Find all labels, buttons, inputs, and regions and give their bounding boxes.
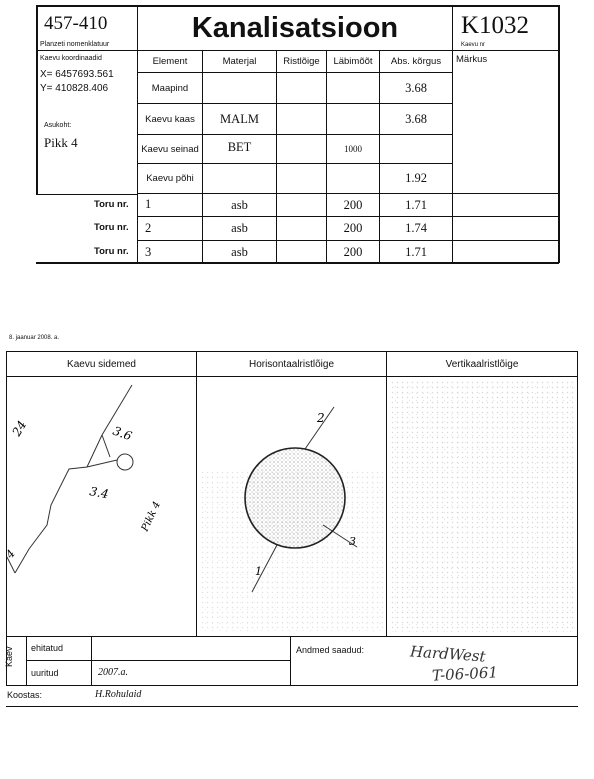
location-caption: Asukoht: <box>44 122 72 129</box>
sketch-label: 24 <box>9 418 30 439</box>
pipe-abs: 1.74 <box>405 221 427 235</box>
location-value: Pikk 4 <box>44 135 78 150</box>
data-source-ref: T-06-061 <box>431 663 499 685</box>
col-remarks: Märkus <box>456 54 488 65</box>
data-source-value: HardWest <box>409 642 487 666</box>
planzet-caption: Planzeti nomenklatuur <box>40 41 110 48</box>
author-label: Koostas: <box>7 690 43 700</box>
row-abs: 1.92 <box>405 171 427 185</box>
pipe-diameter: 200 <box>343 244 363 259</box>
col-material: Materjal <box>222 56 257 67</box>
pipe-diameter: 200 <box>343 197 363 212</box>
row-material: MALM <box>220 111 259 126</box>
built-label: ehitatud <box>31 643 64 653</box>
author-value: H.Rohulaid <box>95 689 142 700</box>
pipe-label: Toru nr. <box>94 222 129 233</box>
col-section: Ristlõige <box>283 56 320 67</box>
horizontal-section-sketch <box>197 377 386 635</box>
side-label: Kaev <box>4 646 14 667</box>
panel-title-connections: Kaevu sidemed <box>67 358 136 370</box>
sketch-label: 4 <box>3 547 18 561</box>
pipe-material: asb <box>231 221 248 235</box>
pipe-nr: 1 <box>145 197 152 211</box>
pipe-number-label: 3 <box>349 535 356 548</box>
sheet-date: 8. jaanuar 2008. a. <box>9 335 60 341</box>
pipe-abs: 1.71 <box>405 197 427 212</box>
coords-caption: Kaevu koordinaadid <box>40 55 102 62</box>
pipe-nr: 2 <box>145 221 152 235</box>
row-element: Kaevu kaas <box>145 113 195 125</box>
row-element: Maapind <box>151 82 189 94</box>
sketch-label: 3.4 <box>88 484 110 502</box>
coord-x: X= 6457693.561 <box>40 69 114 80</box>
pipe-diameter: 200 <box>343 221 363 235</box>
pipe-nr: 3 <box>145 245 152 259</box>
row-abs: 3.68 <box>405 111 427 126</box>
pipe-number-label: 2 <box>317 411 325 425</box>
page-title: Kanalisatsioon <box>191 11 399 44</box>
well-id: K1032 <box>461 12 530 39</box>
pipe-label: Toru nr. <box>94 199 129 210</box>
data-source-label: Andmed saadud: <box>296 645 365 655</box>
panel-title-vertical: Vertikaalristlõige <box>445 358 519 370</box>
row-element: Kaevu põhi <box>146 173 194 184</box>
surveyed-value: 2007.a. <box>98 667 128 678</box>
row-abs: 3.68 <box>405 80 427 95</box>
surveyed-label: uuritud <box>31 668 59 678</box>
row-diameter: 1000 <box>344 144 362 154</box>
pipe-label: Toru nr. <box>94 246 129 257</box>
sketch-label: 3.6 <box>110 423 134 444</box>
pipe-material: asb <box>231 244 248 259</box>
connections-sketch <box>3 377 196 635</box>
vertical-section-area <box>390 380 574 632</box>
well-id-caption: Kaevu nr <box>461 42 486 48</box>
row-material: BET <box>227 139 252 154</box>
row-element: Kaevu seinad <box>141 143 199 155</box>
col-abs-height: Abs. kõrgus <box>390 56 442 67</box>
planzet-number: 457-410 <box>44 13 108 34</box>
coord-y: Y= 410828.406 <box>40 83 109 94</box>
pipe-number-label: 1 <box>255 565 262 578</box>
pipe-material: asb <box>231 197 248 212</box>
sketch-label: Pikk 4 <box>139 499 164 534</box>
panel-title-horizontal: Horisontaalristlõige <box>248 358 335 370</box>
col-diameter: Läbimõõt <box>333 56 373 67</box>
pipe-abs: 1.71 <box>405 244 427 259</box>
col-element: Element <box>152 56 188 67</box>
well-circle <box>245 448 345 548</box>
